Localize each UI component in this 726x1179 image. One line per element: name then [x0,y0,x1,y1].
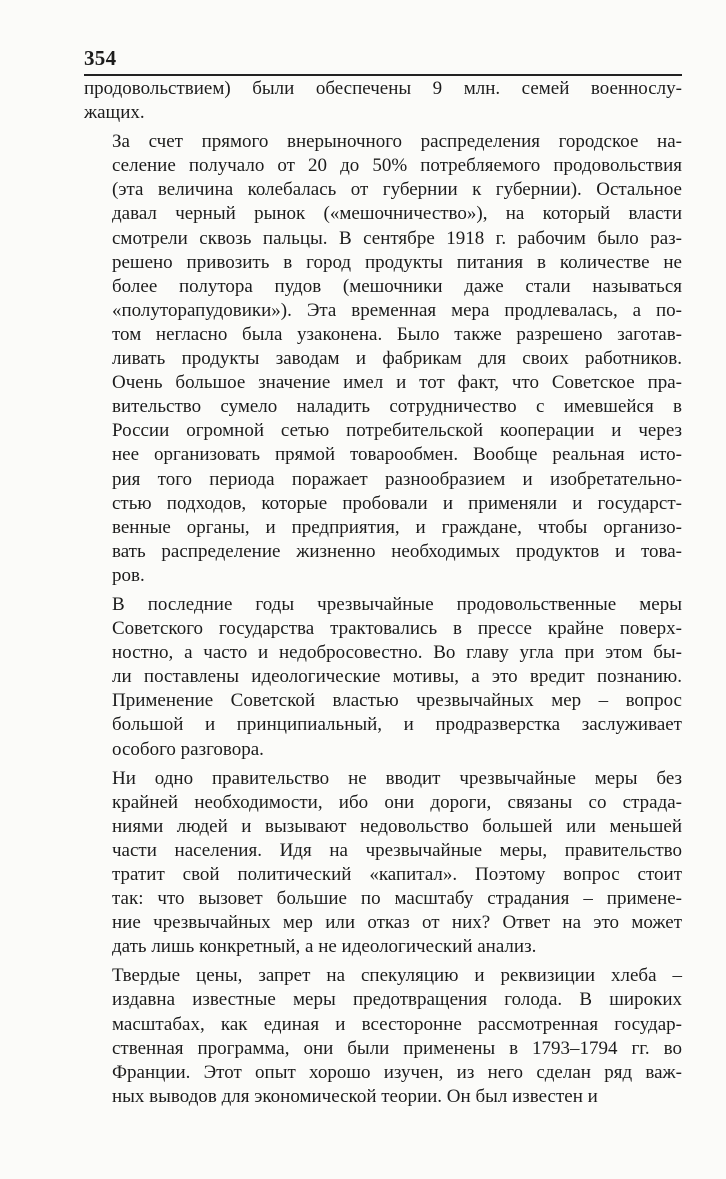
text-line: Очень большое значение имел и тот факт, что Советское пра- [112,372,682,394]
text-line: (эта величина колебалась от губернии к губернии). Остальное [112,179,682,201]
text-line: так: что вызовет большие по масштабу страдания – примене- [112,888,682,910]
text-line: За счет прямого внерыночного распределения городское на- [112,131,682,153]
text-line: нее организовать прямой товарообмен. Вообще реальная исто- [112,444,682,466]
text-line: масштабах, как единая и всесторонне рассмотренная государ- [112,1013,682,1035]
text-line: Твердые цены, запрет на спекуляцию и реквизиции хлеба – [112,965,682,987]
text-line: Применение Советской властью чрезвычайных мер – вопрос [112,690,682,712]
text-line: ниями людей и вызывают недовольство большей или меньшей [112,815,682,837]
text-line: ных выводов для экономической теории. Он был известен и [112,1085,598,1107]
text-line: части населения. Идя на чрезвычайные меры, правительство [112,839,682,861]
text-line: В последние годы чрезвычайные продовольственные меры [112,593,682,615]
text-line: том негласно была узаконена. Было также разрешено заготав- [112,323,682,345]
text-line: рия того периода поражает разнообразием и изобретательно- [112,468,682,490]
text-line: ственная программа, они были применены в 1793–1794 гг. во [112,1037,682,1059]
paragraph [84,77,682,125]
text-line: России огромной сетью потребительской кооперации и через [112,420,682,442]
book-page [84,44,682,1109]
text-line: продовольствием) были обеспечены 9 млн. семей военнослу- [84,78,682,99]
body-text [84,77,682,1109]
text-line: ров. [112,564,145,586]
text-line: вительство сумело наладить сотрудничество с имевшейся в [112,396,682,418]
text-line: крайней необходимости, ибо они дороги, связаны со страда- [112,791,682,813]
text-line: селение получало от 20 до 50% потребляемого продовольствия [112,155,682,177]
text-line: решено привозить в город продукты питания в количестве не [112,251,682,273]
text-line: Франции. Этот опыт хорошо изучен, из него сделан ряд важ- [112,1061,682,1083]
text-line: особого разговора. [112,738,264,760]
text-line: дать лишь конкретный, а не идеологический анализ. [112,936,537,958]
text-line: тратит свой политический «капитал». Поэтому вопрос стоит [112,864,682,885]
text-line: вать распределение жизненно необходимых продуктов и това- [112,540,682,562]
page-number: 354 [84,46,117,70]
text-line: давал черный рынок («мешочничество»), на который власти [112,203,682,225]
paragraph [84,964,682,1109]
paragraph [84,130,682,588]
text-line: смотрели сквозь пальцы. В сентябре 1918 г. рабочим было раз- [112,227,682,249]
text-line: издавна известные меры предотвращения голода. В широких [112,989,682,1011]
text-line: более полутора пудов (мешочники даже стали называться [112,275,682,297]
text-line: ностно, а часто и недобросовестно. Во главу угла при этом бы- [112,642,682,664]
text-line: стью подходов, которые пробовали и применяли и государст- [112,492,682,514]
text-line: жащих. [84,102,145,124]
paragraph [84,767,682,960]
text-line: большой и принципиальный, и продразверстка заслуживает [112,714,682,736]
text-line: Ни одно правительство не вводит чрезвычайные меры без [112,767,682,789]
text-line: ли поставлены идеологические мотивы, а это вредит познанию. [112,666,682,688]
text-line: венные органы, и предприятия, и граждане, чтобы организо- [112,516,682,538]
text-line: ние чрезвычайных мер или отказ от них? Ответ на это может [112,912,682,934]
page-header [84,44,682,76]
text-line: ливать продукты заводам и фабрикам для своих работников. [112,348,682,370]
text-line: «полуторапудовики»). Эта временная мера продлевалась, а по- [112,299,682,321]
paragraph [84,593,682,762]
text-line: Советского государства трактовались в прессе крайне поверх- [112,618,682,640]
